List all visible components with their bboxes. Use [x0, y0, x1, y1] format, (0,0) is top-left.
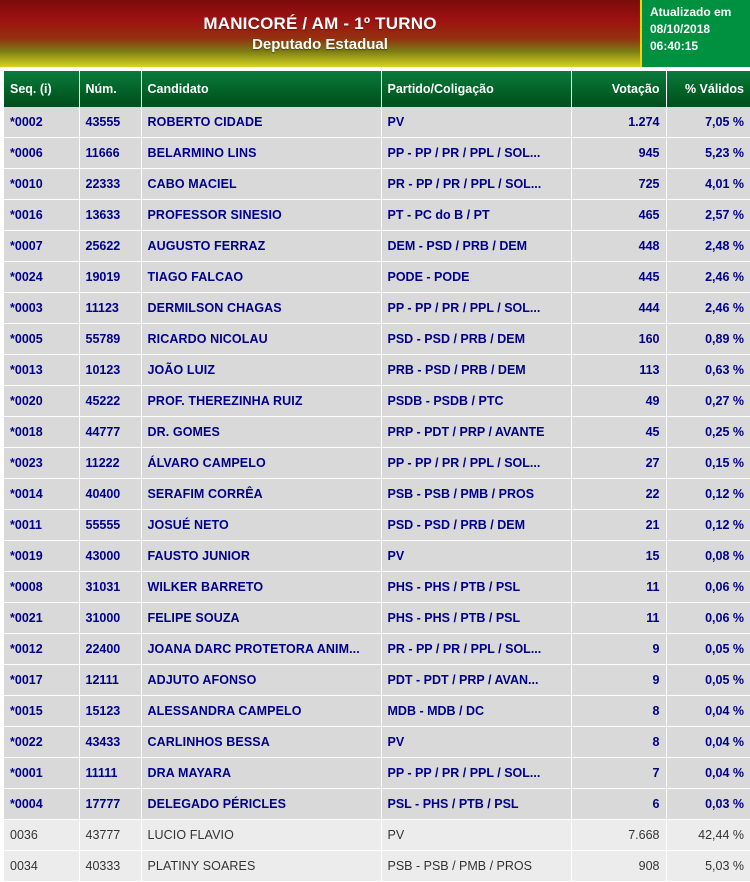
cell-partido: PSB - PSB / PMB / PROS	[381, 479, 571, 510]
cell-candidato: TIAGO FALCAO	[141, 262, 381, 293]
table-row[interactable]	[4, 324, 750, 355]
cell-partido: PODE - PODE	[381, 262, 571, 293]
cell-candidato: ROBERTO CIDADE	[141, 107, 381, 138]
cell-votacao: 21	[571, 510, 666, 541]
cell-seq: *0013	[4, 355, 79, 386]
table-row[interactable]	[4, 262, 750, 293]
cell-numero: 31000	[79, 603, 141, 634]
cell-seq: *0001	[4, 758, 79, 789]
cell-candidato: CABO MACIEL	[141, 169, 381, 200]
cell-partido: PRP - PDT / PRP / AVANTE	[381, 417, 571, 448]
cell-numero: 11222	[79, 448, 141, 479]
cell-candidato: LUCIO FLAVIO	[141, 820, 381, 851]
cell-partido: PP - PP / PR / PPL / SOL...	[381, 758, 571, 789]
cell-candidato: PROF. THEREZINHA RUIZ	[141, 386, 381, 417]
cell-candidato: DERMILSON CHAGAS	[141, 293, 381, 324]
cell-numero: 22400	[79, 634, 141, 665]
table-row[interactable]	[4, 479, 750, 510]
header-title-block	[0, 0, 640, 67]
cell-votacao: 725	[571, 169, 666, 200]
table-row[interactable]	[4, 820, 750, 851]
cell-candidato: PLATINY SOARES	[141, 851, 381, 882]
cell-numero: 15123	[79, 696, 141, 727]
cell-seq: 0034	[4, 851, 79, 882]
cell-votacao: 444	[571, 293, 666, 324]
cell-votacao: 1.274	[571, 107, 666, 138]
cell-votacao: 7.668	[571, 820, 666, 851]
page-header	[0, 0, 750, 67]
table-row[interactable]	[4, 448, 750, 479]
cell-validos: 7,05 %	[666, 107, 750, 138]
cell-candidato: PROFESSOR SINESIO	[141, 200, 381, 231]
cell-candidato: SERAFIM CORRÊA	[141, 479, 381, 510]
table-row[interactable]	[4, 758, 750, 789]
cell-numero: 55555	[79, 510, 141, 541]
cell-seq: *0018	[4, 417, 79, 448]
table-row[interactable]	[4, 634, 750, 665]
cell-validos: 5,23 %	[666, 138, 750, 169]
cell-candidato: RICARDO NICOLAU	[141, 324, 381, 355]
cell-seq: *0017	[4, 665, 79, 696]
cell-numero: 19019	[79, 262, 141, 293]
cell-numero: 40400	[79, 479, 141, 510]
cell-votacao: 8	[571, 727, 666, 758]
cell-seq: *0011	[4, 510, 79, 541]
cell-partido: PSL - PHS / PTB / PSL	[381, 789, 571, 820]
cell-seq: *0006	[4, 138, 79, 169]
cell-numero: 45222	[79, 386, 141, 417]
cell-numero: 10123	[79, 355, 141, 386]
cell-validos: 0,04 %	[666, 727, 750, 758]
cell-partido: DEM - PSD / PRB / DEM	[381, 231, 571, 262]
column-header-partido[interactable]: Partido/Coligação	[381, 71, 571, 107]
table-row[interactable]	[4, 696, 750, 727]
cell-partido: PRB - PSD / PRB / DEM	[381, 355, 571, 386]
cell-validos: 0,12 %	[666, 479, 750, 510]
cell-numero: 44777	[79, 417, 141, 448]
cell-votacao: 945	[571, 138, 666, 169]
cell-partido: PV	[381, 727, 571, 758]
cell-validos: 4,01 %	[666, 169, 750, 200]
cell-validos: 2,46 %	[666, 262, 750, 293]
cell-seq: *0004	[4, 789, 79, 820]
cell-validos: 0,06 %	[666, 603, 750, 634]
cell-candidato: FAUSTO JUNIOR	[141, 541, 381, 572]
cell-votacao: 22	[571, 479, 666, 510]
results-table	[4, 71, 750, 882]
cell-seq: *0024	[4, 262, 79, 293]
table-row[interactable]	[4, 603, 750, 634]
cell-votacao: 49	[571, 386, 666, 417]
table-row[interactable]	[4, 851, 750, 882]
cell-validos: 0,63 %	[666, 355, 750, 386]
cell-candidato: BELARMINO LINS	[141, 138, 381, 169]
cell-numero: 11123	[79, 293, 141, 324]
cell-votacao: 448	[571, 231, 666, 262]
cell-validos: 2,48 %	[666, 231, 750, 262]
cell-numero: 43000	[79, 541, 141, 572]
cell-seq: *0015	[4, 696, 79, 727]
cell-numero: 25622	[79, 231, 141, 262]
column-header-numero[interactable]: Núm.	[79, 71, 141, 107]
cell-numero: 43433	[79, 727, 141, 758]
table-row[interactable]	[4, 355, 750, 386]
cell-votacao: 9	[571, 665, 666, 696]
table-row[interactable]	[4, 293, 750, 324]
cell-partido: PHS - PHS / PTB / PSL	[381, 572, 571, 603]
update-time: 06:40:15	[650, 39, 699, 53]
cell-candidato: DR. GOMES	[141, 417, 381, 448]
column-header-votacao[interactable]: Votação	[571, 71, 666, 107]
table-row[interactable]	[4, 510, 750, 541]
table-row[interactable]	[4, 386, 750, 417]
cell-validos: 0,89 %	[666, 324, 750, 355]
cell-candidato: AUGUSTO FERRAZ	[141, 231, 381, 262]
cell-votacao: 465	[571, 200, 666, 231]
cell-votacao: 445	[571, 262, 666, 293]
update-badge	[640, 0, 750, 67]
cell-seq: *0008	[4, 572, 79, 603]
cell-numero: 40333	[79, 851, 141, 882]
cell-validos: 0,05 %	[666, 634, 750, 665]
table-row[interactable]	[4, 169, 750, 200]
cell-validos: 0,27 %	[666, 386, 750, 417]
cell-votacao: 15	[571, 541, 666, 572]
cell-validos: 0,12 %	[666, 510, 750, 541]
cell-seq: 0036	[4, 820, 79, 851]
cell-seq: *0023	[4, 448, 79, 479]
cell-candidato: JOANA DARC PROTETORA ANIM...	[141, 634, 381, 665]
cell-partido: PSB - PSB / PMB / PROS	[381, 851, 571, 882]
cell-partido: PP - PP / PR / PPL / SOL...	[381, 293, 571, 324]
cell-partido: PP - PP / PR / PPL / SOL...	[381, 138, 571, 169]
cell-validos: 0,05 %	[666, 665, 750, 696]
page-subtitle: Deputado Estadual	[252, 35, 388, 53]
cell-partido: PSDB - PSDB / PTC	[381, 386, 571, 417]
table-row[interactable]	[4, 541, 750, 572]
cell-candidato: JOSUÉ NETO	[141, 510, 381, 541]
cell-numero: 11666	[79, 138, 141, 169]
cell-votacao: 9	[571, 634, 666, 665]
table-row[interactable]	[4, 417, 750, 448]
cell-validos: 0,04 %	[666, 696, 750, 727]
table-row[interactable]	[4, 727, 750, 758]
cell-numero: 31031	[79, 572, 141, 603]
cell-candidato: ALESSANDRA CAMPELO	[141, 696, 381, 727]
table-row[interactable]	[4, 789, 750, 820]
cell-partido: PR - PP / PR / PPL / SOL...	[381, 169, 571, 200]
table-row[interactable]	[4, 107, 750, 138]
cell-validos: 0,03 %	[666, 789, 750, 820]
cell-numero: 13633	[79, 200, 141, 231]
table-row[interactable]	[4, 665, 750, 696]
cell-votacao: 11	[571, 572, 666, 603]
cell-candidato: ÁLVARO CAMPELO	[141, 448, 381, 479]
cell-candidato: WILKER BARRETO	[141, 572, 381, 603]
cell-validos: 0,25 %	[666, 417, 750, 448]
cell-partido: PT - PC do B / PT	[381, 200, 571, 231]
update-label: Atualizado em	[650, 5, 732, 19]
cell-seq: *0019	[4, 541, 79, 572]
column-header-candidato[interactable]: Candidato	[141, 71, 381, 107]
cell-candidato: ADJUTO AFONSO	[141, 665, 381, 696]
cell-votacao: 45	[571, 417, 666, 448]
cell-numero: 43555	[79, 107, 141, 138]
cell-seq: *0002	[4, 107, 79, 138]
table-row[interactable]	[4, 200, 750, 231]
update-date: 08/10/2018	[650, 22, 711, 36]
cell-seq: *0021	[4, 603, 79, 634]
cell-seq: *0007	[4, 231, 79, 262]
cell-validos: 2,57 %	[666, 200, 750, 231]
cell-votacao: 908	[571, 851, 666, 882]
cell-votacao: 11	[571, 603, 666, 634]
cell-seq: *0005	[4, 324, 79, 355]
cell-partido: PV	[381, 541, 571, 572]
cell-seq: *0014	[4, 479, 79, 510]
cell-validos: 42,44 %	[666, 820, 750, 851]
cell-partido: PR - PP / PR / PPL / SOL...	[381, 634, 571, 665]
cell-votacao: 160	[571, 324, 666, 355]
cell-validos: 0,06 %	[666, 572, 750, 603]
cell-partido: PHS - PHS / PTB / PSL	[381, 603, 571, 634]
column-header-validos[interactable]: % Válidos	[666, 71, 750, 107]
cell-validos: 5,03 %	[666, 851, 750, 882]
cell-seq: *0022	[4, 727, 79, 758]
cell-votacao: 8	[571, 696, 666, 727]
table-header-row	[4, 71, 750, 107]
cell-numero: 12111	[79, 665, 141, 696]
cell-partido: PV	[381, 820, 571, 851]
cell-seq: *0003	[4, 293, 79, 324]
results-table-wrapper	[0, 71, 750, 882]
cell-numero: 22333	[79, 169, 141, 200]
page-title: MANICORÉ / AM - 1º TURNO	[203, 13, 437, 33]
cell-validos: 2,46 %	[666, 293, 750, 324]
cell-numero: 11111	[79, 758, 141, 789]
cell-partido: PP - PP / PR / PPL / SOL...	[381, 448, 571, 479]
table-row[interactable]	[4, 572, 750, 603]
cell-seq: *0016	[4, 200, 79, 231]
cell-validos: 0,15 %	[666, 448, 750, 479]
cell-numero: 43777	[79, 820, 141, 851]
cell-candidato: CARLINHOS BESSA	[141, 727, 381, 758]
cell-partido: MDB - MDB / DC	[381, 696, 571, 727]
cell-votacao: 7	[571, 758, 666, 789]
cell-candidato: DELEGADO PÉRICLES	[141, 789, 381, 820]
table-row[interactable]	[4, 138, 750, 169]
cell-validos: 0,08 %	[666, 541, 750, 572]
table-body	[4, 107, 750, 882]
cell-numero: 17777	[79, 789, 141, 820]
cell-votacao: 27	[571, 448, 666, 479]
cell-votacao: 6	[571, 789, 666, 820]
cell-seq: *0010	[4, 169, 79, 200]
cell-validos: 0,04 %	[666, 758, 750, 789]
cell-candidato: FELIPE SOUZA	[141, 603, 381, 634]
cell-partido: PSD - PSD / PRB / DEM	[381, 510, 571, 541]
cell-candidato: JOÃO LUIZ	[141, 355, 381, 386]
cell-partido: PDT - PDT / PRP / AVAN...	[381, 665, 571, 696]
cell-partido: PV	[381, 107, 571, 138]
cell-votacao: 113	[571, 355, 666, 386]
table-row[interactable]	[4, 231, 750, 262]
cell-candidato: DRA MAYARA	[141, 758, 381, 789]
cell-numero: 55789	[79, 324, 141, 355]
column-header-seq[interactable]: Seq. (i)	[4, 71, 79, 107]
cell-seq: *0020	[4, 386, 79, 417]
cell-partido: PSD - PSD / PRB / DEM	[381, 324, 571, 355]
cell-seq: *0012	[4, 634, 79, 665]
